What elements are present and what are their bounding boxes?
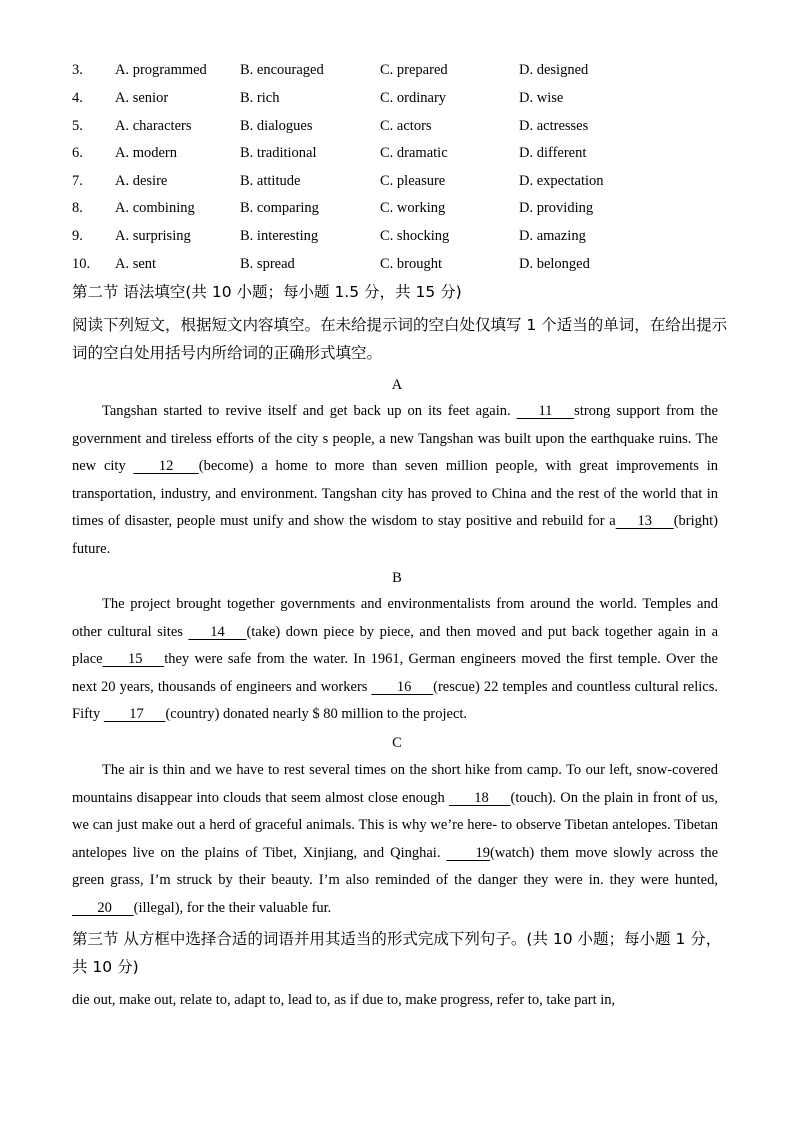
option-c: C. dramatic [380,145,448,161]
option-d: D. wise [519,90,564,106]
option-c: C. shocking [380,228,450,244]
blank-15[interactable]: 15 [102,651,165,668]
option-d: D. expectation [519,173,604,189]
passage-text: they were safe from the water. In 1961, German engineers moved the first temple. Over the next 20 years, thousands of engineers and workers [72,651,718,695]
option-d: D. actresses [519,118,589,134]
blank-16[interactable]: 16 [371,678,434,695]
blank-20[interactable]: 20 [72,899,134,916]
question-number: 7. [72,173,83,189]
option-b: B. dialogues [240,118,313,134]
passage-text: strong support from the government and tireless efforts of the city s people, a new Tangshan was built upon the earthquake ruins. The new city [72,403,718,475]
passage-text: The project brought together governments and environmentalists from around the world. Temples and other cultural sites [72,596,718,640]
question-number: 10. [72,256,91,272]
option-b: B. comparing [240,200,319,216]
option-a: A. desire [115,173,168,189]
passage-text: (become) a home to more than seven million people, with great improvements in transportation, industry, and environment. Tangshan city has proved to China and the rest of the world that in times of disaster, people must unify and show the wisdom to stay positive and rebuild for a [72,458,718,530]
option-a: A. programmed [115,62,207,78]
passage-text: (bright) future. [72,513,718,557]
option-d: D. belonged [519,256,590,272]
passage-text: (touch). On the plain in front of us, we can just make out a herd of graceful animals. This is why we’re here- to observe Tibetan antelopes. Tibetan antelopes live on the plains of Tibet, Xinjiang, and Qinghai. [72,789,718,861]
blank-14[interactable]: 14 [188,623,247,640]
blank-11[interactable]: 11 [516,403,575,419]
question-number: 4. [72,90,83,106]
option-a: A. sent [115,256,157,272]
question-number: 8. [72,200,83,216]
question-number: 5. [72,118,83,134]
option-a: A. characters [115,118,192,134]
section-2-title: 第二节 语法填空(共 10 小题；每小题 1.5 分，共 15 分) [72,283,462,301]
option-a: A. combining [115,200,195,216]
option-b: B. interesting [240,228,319,244]
option-d: D. different [519,145,587,161]
section-2-instructions: 阅读下列短文，根据短文内容填空。在未给提示词的空白处仅填写 1 个适当的单词，在给出提示词的空白处用括号内所给词的正确形式填空。 [72,316,728,362]
option-d: D. amazing [519,228,586,244]
passage-b-letter: B [392,570,402,586]
blank-12[interactable]: 12 [133,458,199,475]
passage-a-letter: A [391,377,403,393]
option-b: B. encouraged [240,62,324,78]
blank-13[interactable]: 13 [615,513,674,530]
passage-text: The air is thin and we have to rest several times on the short hike from camp. To our left, snow-covered mountains disappear into clouds that seem almost close enough [72,762,718,806]
question-number: 3. [72,62,83,78]
blank-19[interactable]: 19 [446,844,490,861]
passage-b-text [72,591,718,729]
phrase-list: die out, make out, relate to, adapt to, lead to, as if due to, make progress, refer to, take part in, [72,992,616,1008]
passage-c-text [72,757,718,923]
blank-18[interactable]: 18 [448,789,511,806]
option-c: C. pleasure [380,173,446,189]
option-c: C. ordinary [380,90,447,106]
passage-text: (country) donated nearly $ 80 million to the project. [165,706,468,723]
question-number: 6. [72,145,83,161]
option-b: B. spread [240,256,295,272]
question-number: 9. [72,228,83,244]
passage-text: (illegal), for the their valuable fur. [133,899,332,916]
option-d: D. designed [519,62,589,78]
option-c: C. prepared [380,62,448,78]
option-b: B. traditional [240,145,317,161]
passage-c-letter: C [392,735,402,751]
passage-text: Tangshan started to revive itself and get back up on its feet again. [102,403,517,419]
option-a: A. senior [115,90,169,106]
option-d: D. providing [519,200,594,216]
option-a: A. modern [115,145,178,161]
option-c: C. working [380,200,446,216]
passage-a-text [72,398,718,564]
blank-17[interactable]: 17 [103,706,166,723]
option-b: B. rich [240,90,280,106]
passage-text: (watch) them move slowly across the green grass, I’m struck by their beauty. I’m also reminded of the danger they were in. they were hunted, [72,844,718,889]
passage-text: (take) down piece by piece, and then moved and put back together again in a place [72,623,718,668]
option-c: C. brought [380,256,443,272]
passage-text: (rescue) 22 temples and countless cultural relics. Fifty [72,678,718,723]
option-a: A. surprising [115,228,191,244]
option-c: C. actors [380,118,432,134]
section-3-title: 第三节 从方框中选择合适的词语并用其适当的形式完成下列句子。(共 10 小题；每小题 1 分，共 10 分) [72,930,722,976]
option-b: B. attitude [240,173,301,189]
